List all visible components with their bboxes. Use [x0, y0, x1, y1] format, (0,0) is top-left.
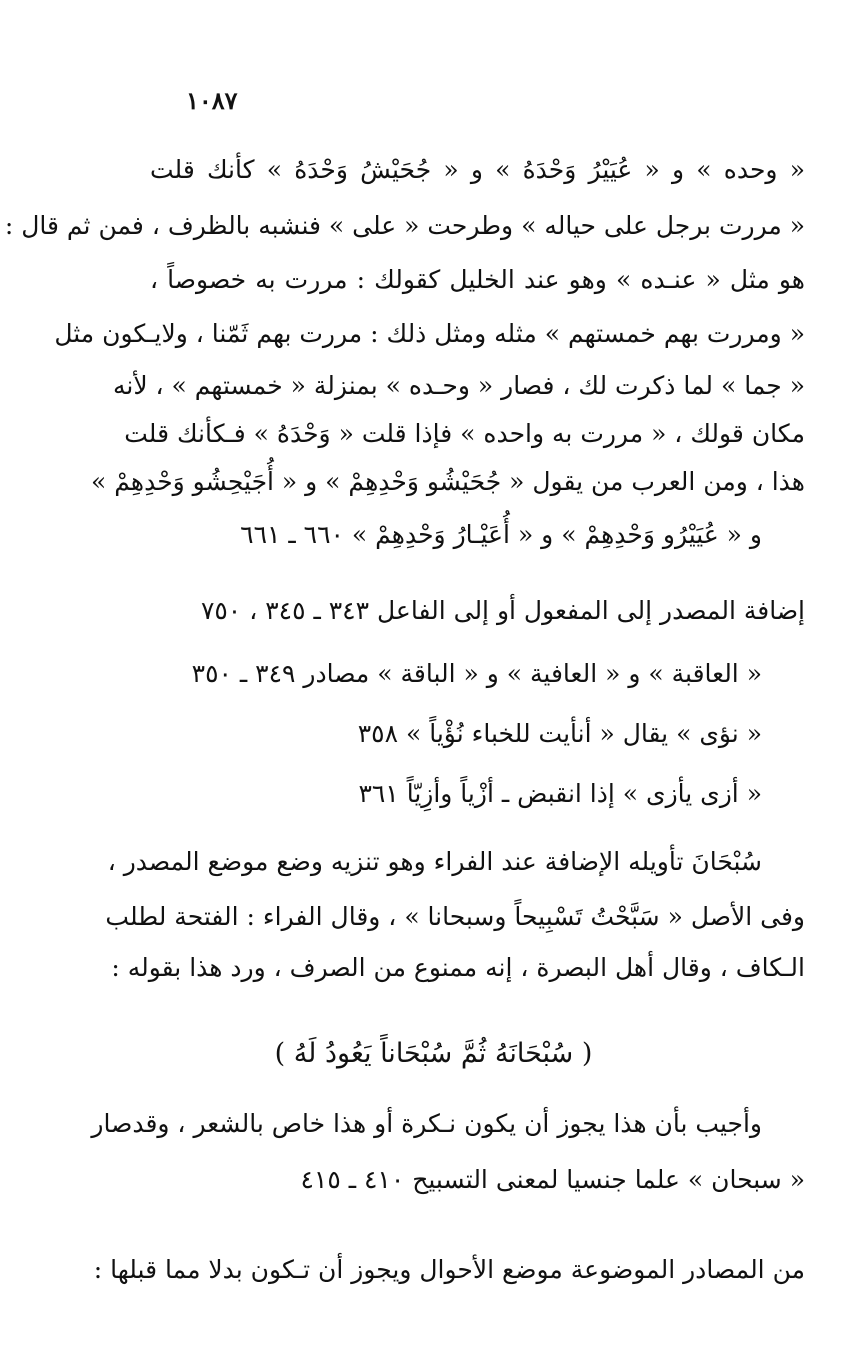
paragraph-line: هو مثل « عنـده » وهو عند الخليل كقولك : مررت به خصوصاً ،: [150, 265, 805, 294]
paragraph-line: « مررت برجل على حياله » وطرحت « على » فنشبه بالظرف ، فمن ثم قال :: [4, 211, 805, 240]
index-entry: إضافة المصدر إلى المفعول أو إلى الفاعل ٣٤٣ ـ ٣٤٥ ، ٧٥٠: [200, 596, 805, 625]
paragraph-line: وفى الأصل « سَبَّحْتُ تَسْبِيحاً وسبحانا » ، وقال الفراء : الفتحة لطلب: [105, 902, 805, 931]
paragraph-line: « وحده » و « عُيَيْرُ وَحْدَهُ » و « جُحَيْشُ وَحْدَهُ » كأنك قلت: [150, 155, 805, 184]
paragraph-line: وأجيب بأن هذا يجوز أن يكون نـكرة أو هذا خاص بالشعر ، وقدصار: [91, 1109, 762, 1138]
paragraph-line: « سبحان » علما جنسيا لمعنى التسبيح ٤١٠ ـ ٤١٥: [300, 1165, 805, 1194]
paragraph-line: « جما » لما ذكرت لك ، فصار « وحـده » بمنزلة « خمستهم » ، لأنه: [112, 371, 805, 400]
index-entry: « العاقبة » و « العافية » و « الباقة » مصادر ٣٤٩ ـ ٣٥٠: [191, 659, 762, 688]
page-number: ١٠٨٧: [186, 86, 238, 115]
paragraph-line: « ومررت بهم خمستهم » مثله ومثل ذلك : مررت بهم ثَمّنا ، ولايـكون مثل: [54, 319, 805, 348]
paragraph-line: سُبْحَانَ تأويله الإضافة عند الفراء وهو تنزيه وضع موضع المصدر ،: [107, 847, 762, 876]
paragraph-line: هذا ، ومن العرب من يقول « جُحَيْشُو وَحْدِهِمْ » و « أُجَيْحِشُو وَحْدِهِمْ »: [91, 467, 805, 496]
paragraph-line: الـكاف ، وقال أهل البصرة ، إنه ممنوع من الصرف ، ورد هذا بقوله :: [111, 953, 805, 982]
paragraph-line: من المصادر الموضوعة موضع الأحوال ويجوز أن تـكون بدلا مما قبلها :: [93, 1255, 805, 1284]
index-entry: « نؤى » يقال « أنأيت للخباء نُؤْياً » ٣٥٨: [357, 719, 762, 748]
paragraph-line: و « عُيَيْرُو وَحْدِهِمْ » و « أُعَيْـارُ وَحْدِهِمْ » ٦٦٠ ـ ٦٦١: [240, 520, 762, 549]
verse-quote: ( سُبْحَانَهُ ثُمَّ سُبْحَاناً يَعُودُ لَهُ ): [274, 1038, 593, 1069]
paragraph-line: مكان قولك ، « مررت به واحده » فإذا قلت « وَحْدَهُ » فـكأنك قلت: [124, 419, 805, 448]
index-entry: « أزى يأزى » إذا انقبض ـ أزْياً وأزِيّاً ٣٦١: [358, 779, 762, 808]
